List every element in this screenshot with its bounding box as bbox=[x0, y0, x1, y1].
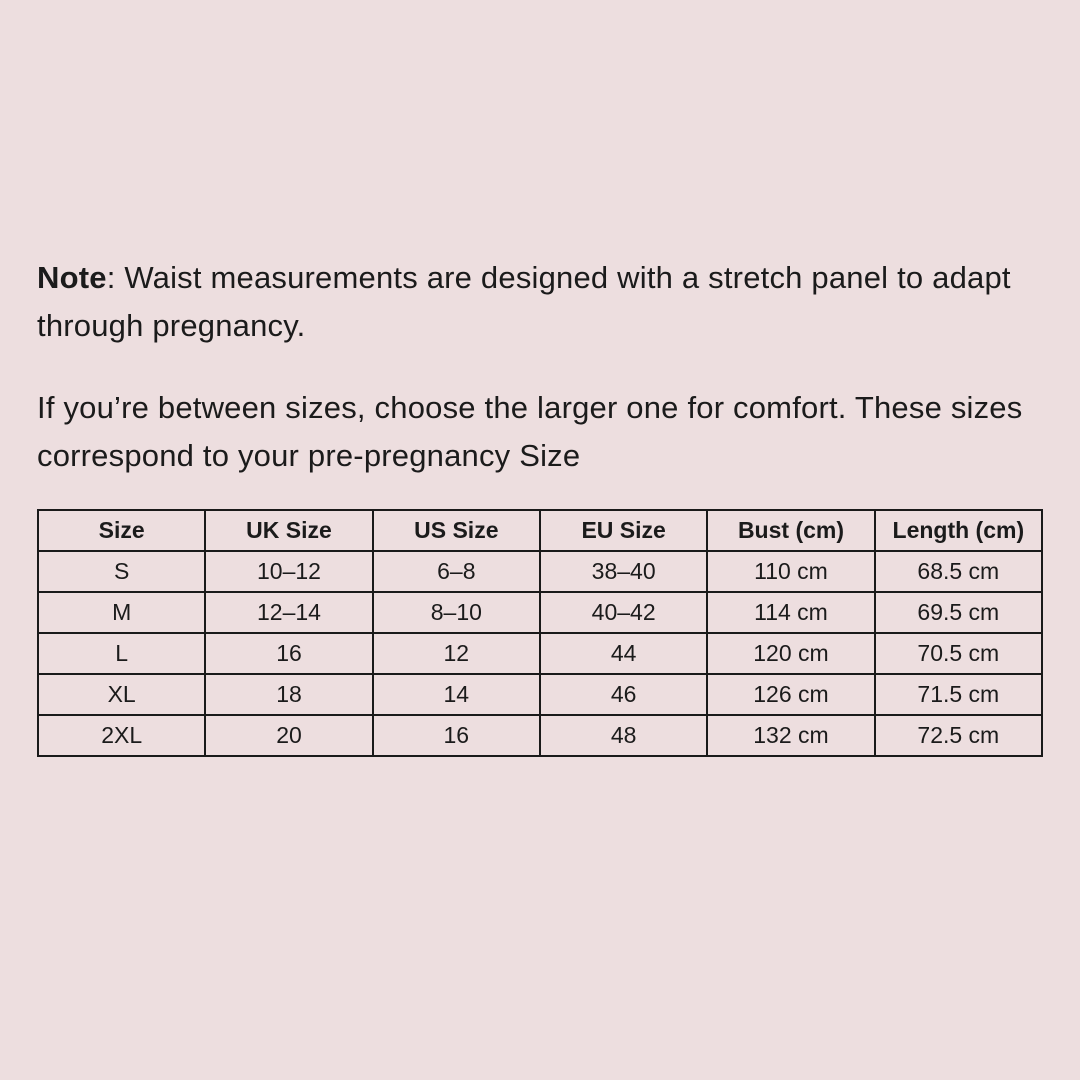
note-text: : Waist measurements are designed with a stretch panel to adapt through pregnancy. bbox=[37, 260, 1011, 343]
note-paragraph bbox=[37, 254, 1043, 350]
column-header-eu-size: EU Size bbox=[540, 510, 707, 551]
table-cell: 18 bbox=[205, 674, 372, 715]
table-cell: 12 bbox=[373, 633, 540, 674]
table-cell: 10–12 bbox=[205, 551, 372, 592]
size-table-body bbox=[38, 551, 1042, 756]
table-cell: 72.5 cm bbox=[875, 715, 1042, 756]
column-header-size: Size bbox=[38, 510, 205, 551]
table-cell: 44 bbox=[540, 633, 707, 674]
table-cell: 38–40 bbox=[540, 551, 707, 592]
table-cell: 71.5 cm bbox=[875, 674, 1042, 715]
intro-paragraph: If you’re between sizes, choose the larger one for comfort. These sizes correspond to your pre-pregnancy Size bbox=[37, 390, 1023, 473]
column-header-uk-size: UK Size bbox=[205, 510, 372, 551]
table-cell: 132 cm bbox=[707, 715, 874, 756]
size-row-m bbox=[38, 592, 1042, 633]
table-cell: 126 cm bbox=[707, 674, 874, 715]
size-table bbox=[37, 509, 1043, 757]
table-cell: 110 cm bbox=[707, 551, 874, 592]
size-table-head bbox=[38, 510, 1042, 551]
table-cell: 68.5 cm bbox=[875, 551, 1042, 592]
table-cell: 70.5 cm bbox=[875, 633, 1042, 674]
table-cell: 16 bbox=[205, 633, 372, 674]
table-cell: 114 cm bbox=[707, 592, 874, 633]
table-header-row bbox=[38, 510, 1042, 551]
size-row-l bbox=[38, 633, 1042, 674]
table-cell: 20 bbox=[205, 715, 372, 756]
table-cell: 16 bbox=[373, 715, 540, 756]
note-label: Note bbox=[37, 260, 107, 295]
column-header-length-cm: Length (cm) bbox=[875, 510, 1042, 551]
table-cell: 12–14 bbox=[205, 592, 372, 633]
table-cell: 14 bbox=[373, 674, 540, 715]
column-header-us-size: US Size bbox=[373, 510, 540, 551]
table-cell: L bbox=[38, 633, 205, 674]
table-cell: S bbox=[38, 551, 205, 592]
table-cell: 40–42 bbox=[540, 592, 707, 633]
table-cell: XL bbox=[38, 674, 205, 715]
table-cell: 6–8 bbox=[373, 551, 540, 592]
table-cell: M bbox=[38, 592, 205, 633]
size-row-xl bbox=[38, 674, 1042, 715]
size-row-s bbox=[38, 551, 1042, 592]
table-cell: 2XL bbox=[38, 715, 205, 756]
size-row-2xl bbox=[38, 715, 1042, 756]
table-cell: 8–10 bbox=[373, 592, 540, 633]
table-cell: 48 bbox=[540, 715, 707, 756]
table-cell: 69.5 cm bbox=[875, 592, 1042, 633]
column-header-bust-cm: Bust (cm) bbox=[707, 510, 874, 551]
table-cell: 120 cm bbox=[707, 633, 874, 674]
table-cell: 46 bbox=[540, 674, 707, 715]
